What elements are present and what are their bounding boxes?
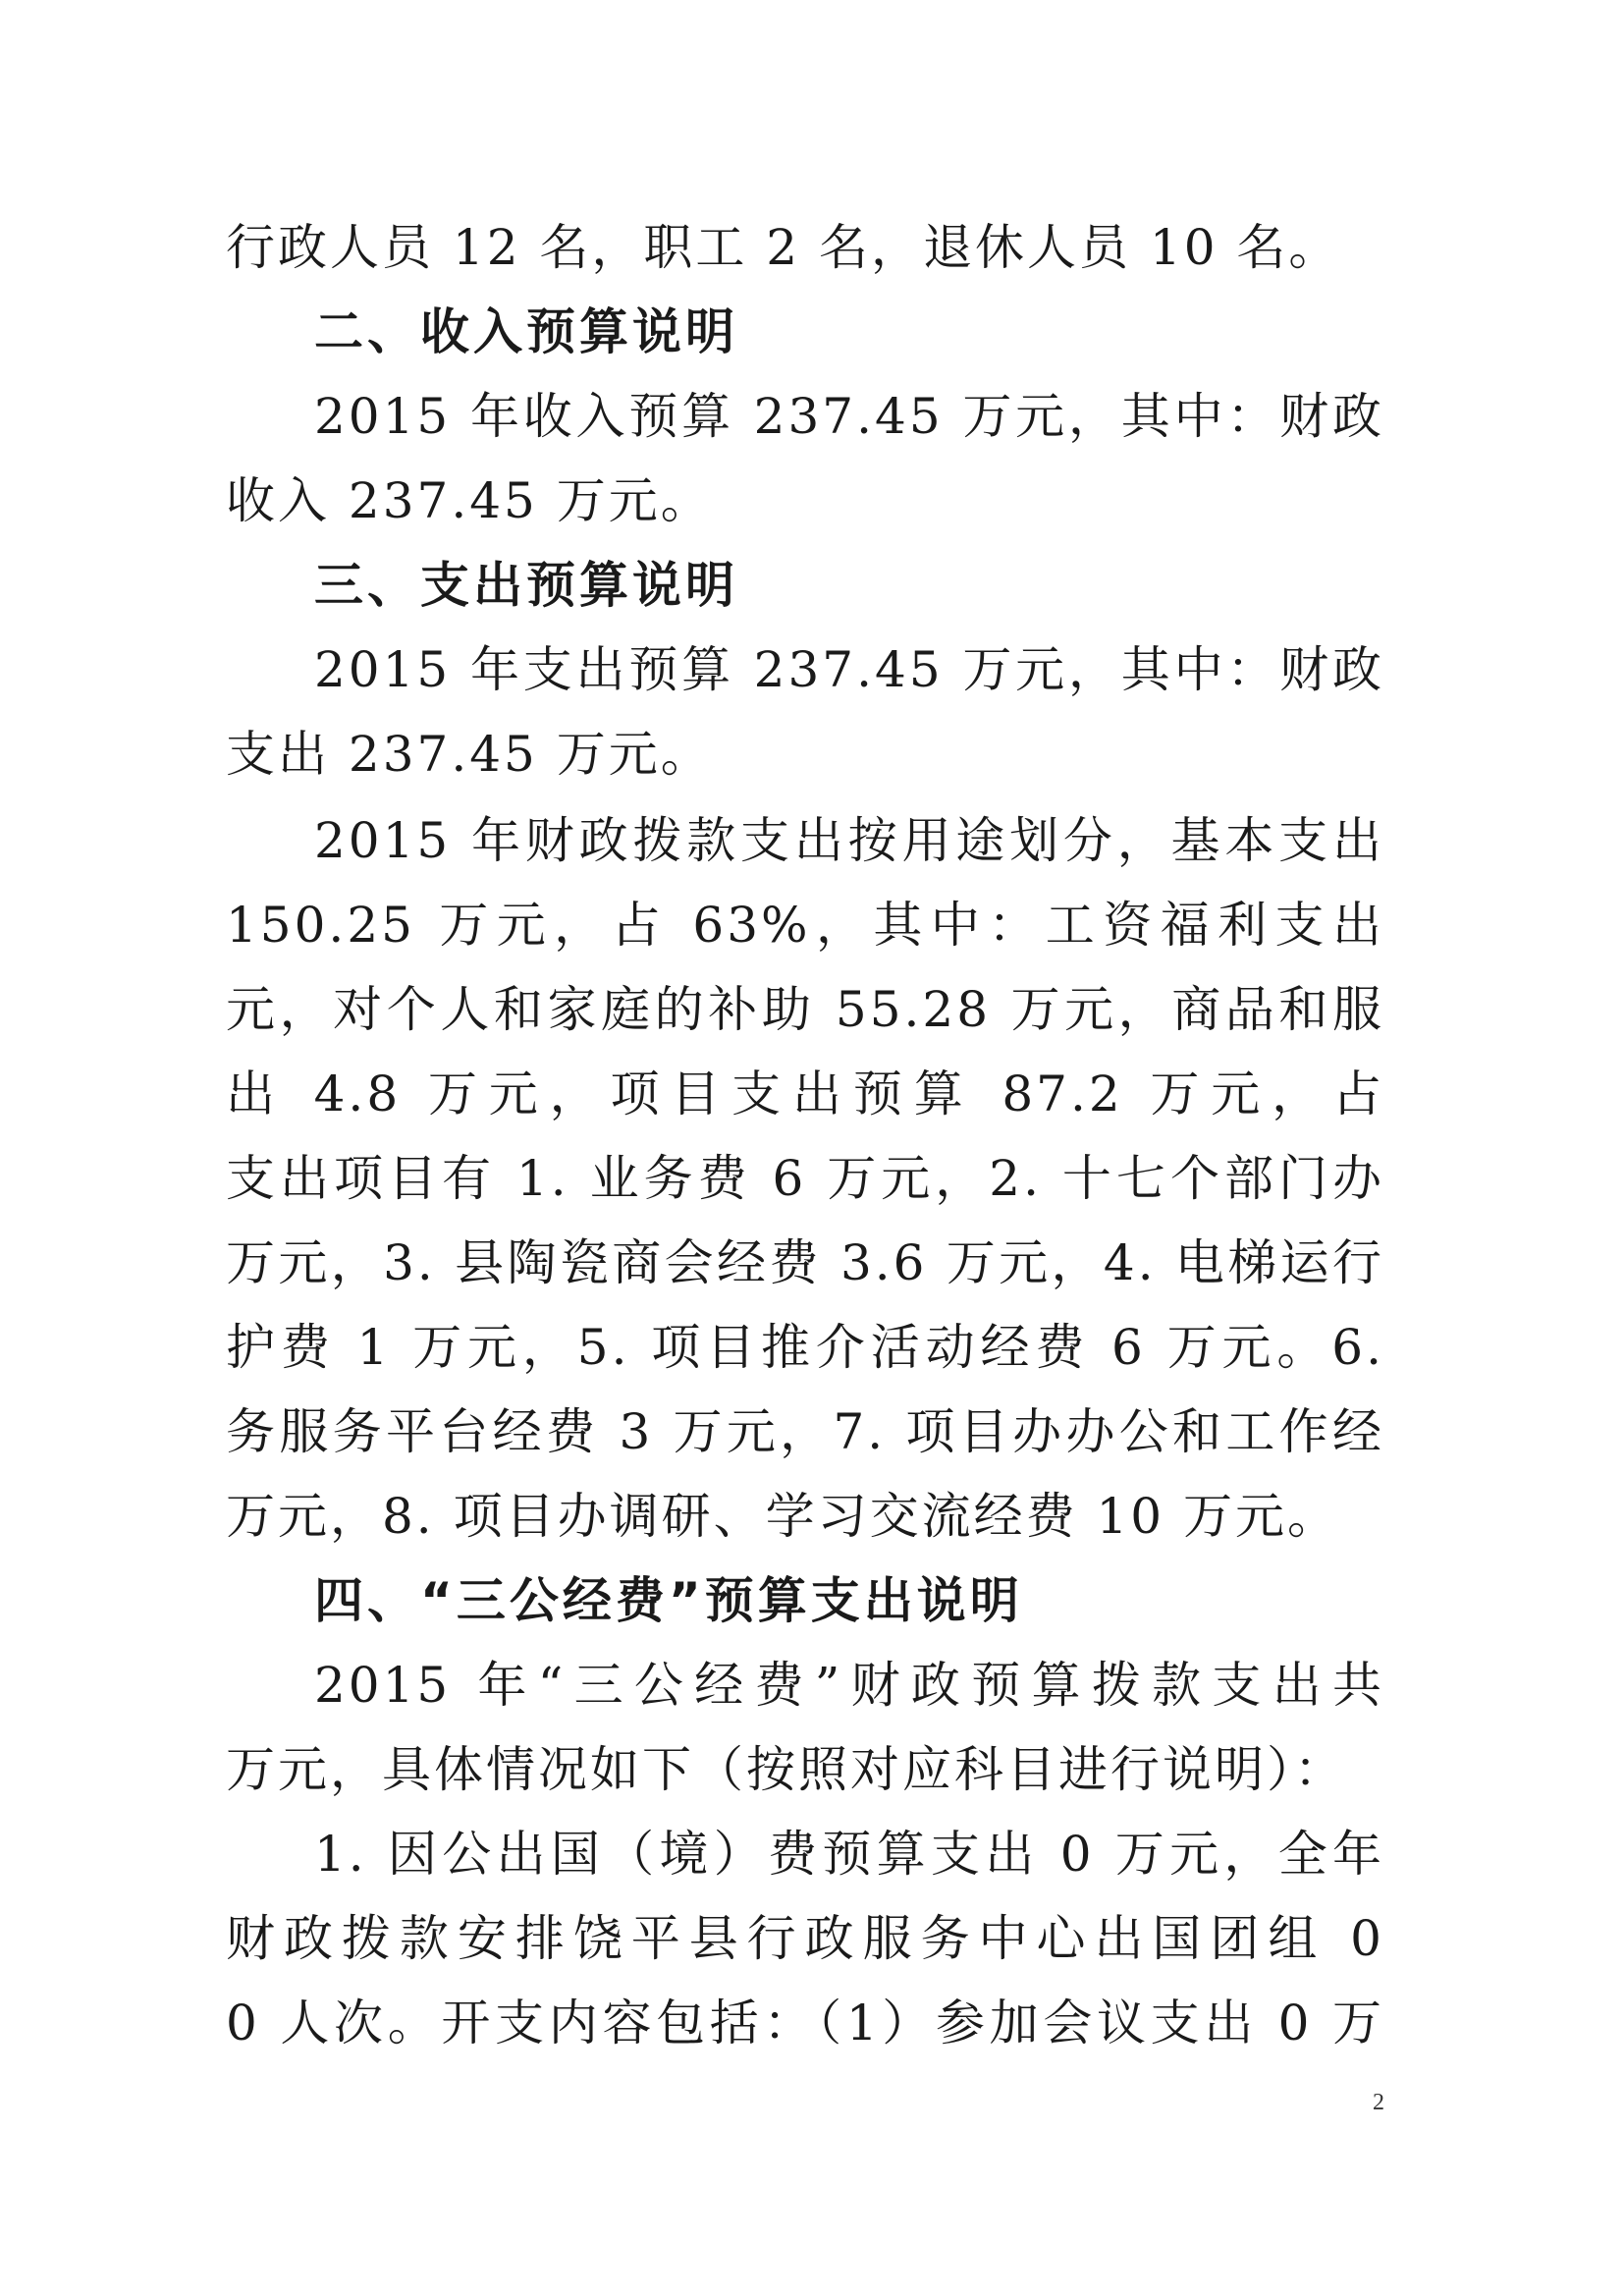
text-line-income-1: 2015 年收入预算 237.45 万元，其中：财政 <box>314 388 1384 445</box>
text-line-three-public-1: 2015 年“三公经费”财政预算拨款支出共 <box>314 1657 1384 1714</box>
text-line-usage-1: 2015 年财政拨款支出按用途划分，基本支出 <box>314 812 1384 869</box>
text-line-usage-2: 150.25 万元，占 63%，其中：工资福利支出 <box>226 897 1384 954</box>
page-number: 2 <box>1373 2090 1384 2115</box>
section-heading-income: 二、收入预算说明 <box>314 303 738 360</box>
text-line-abroad-1: 1. 因公出国（境）费预算支出 0 万元，全年 <box>314 1826 1384 1883</box>
text-line-staff: 行政人员 12 名，职工 2 名，退休人员 10 名。 <box>226 219 1341 276</box>
text-line-usage-8: 务服务平台经费 3 万元，7. 项目办办公和工作经 <box>226 1403 1384 1460</box>
text-line-expense-1: 2015 年支出预算 237.45 万元，其中：财政 <box>314 641 1384 698</box>
text-line-usage-7: 护费 1 万元，5. 项目推介活动经费 6 万元。6. <box>226 1319 1384 1376</box>
section-heading-expense: 三、支出预算说明 <box>314 557 738 614</box>
text-line-abroad-2: 财政拨款安排饶平县行政服务中心出国团组 0 <box>226 1910 1384 1967</box>
text-line-usage-5: 支出项目有 1. 业务费 6 万元，2. 十七个部门办 <box>226 1150 1384 1207</box>
text-line-income-2: 收入 237.45 万元。 <box>226 472 713 529</box>
section-heading-three-public: 四、“三公经费”预算支出说明 <box>314 1572 1023 1629</box>
text-line-three-public-2: 万元，具体情况如下（按照对应科目进行说明）： <box>226 1741 1346 1798</box>
text-line-usage-6: 万元，3. 县陶瓷商会经费 3.6 万元，4. 电梯运行 <box>226 1234 1384 1291</box>
text-line-usage-4: 出 4.8 万元，项目支出预算 87.2 万元，占 <box>226 1066 1384 1122</box>
text-line-expense-2: 支出 237.45 万元。 <box>226 726 713 783</box>
text-line-abroad-3: 0 人次。开支内容包括：（1）参加会议支出 0 万 <box>226 1995 1384 2051</box>
text-line-usage-3: 元，对个人和家庭的补助 55.28 万元，商品和服 <box>226 981 1384 1038</box>
text-line-usage-9: 万元，8. 项目办调研、学习交流经费 10 万元。 <box>226 1488 1340 1545</box>
